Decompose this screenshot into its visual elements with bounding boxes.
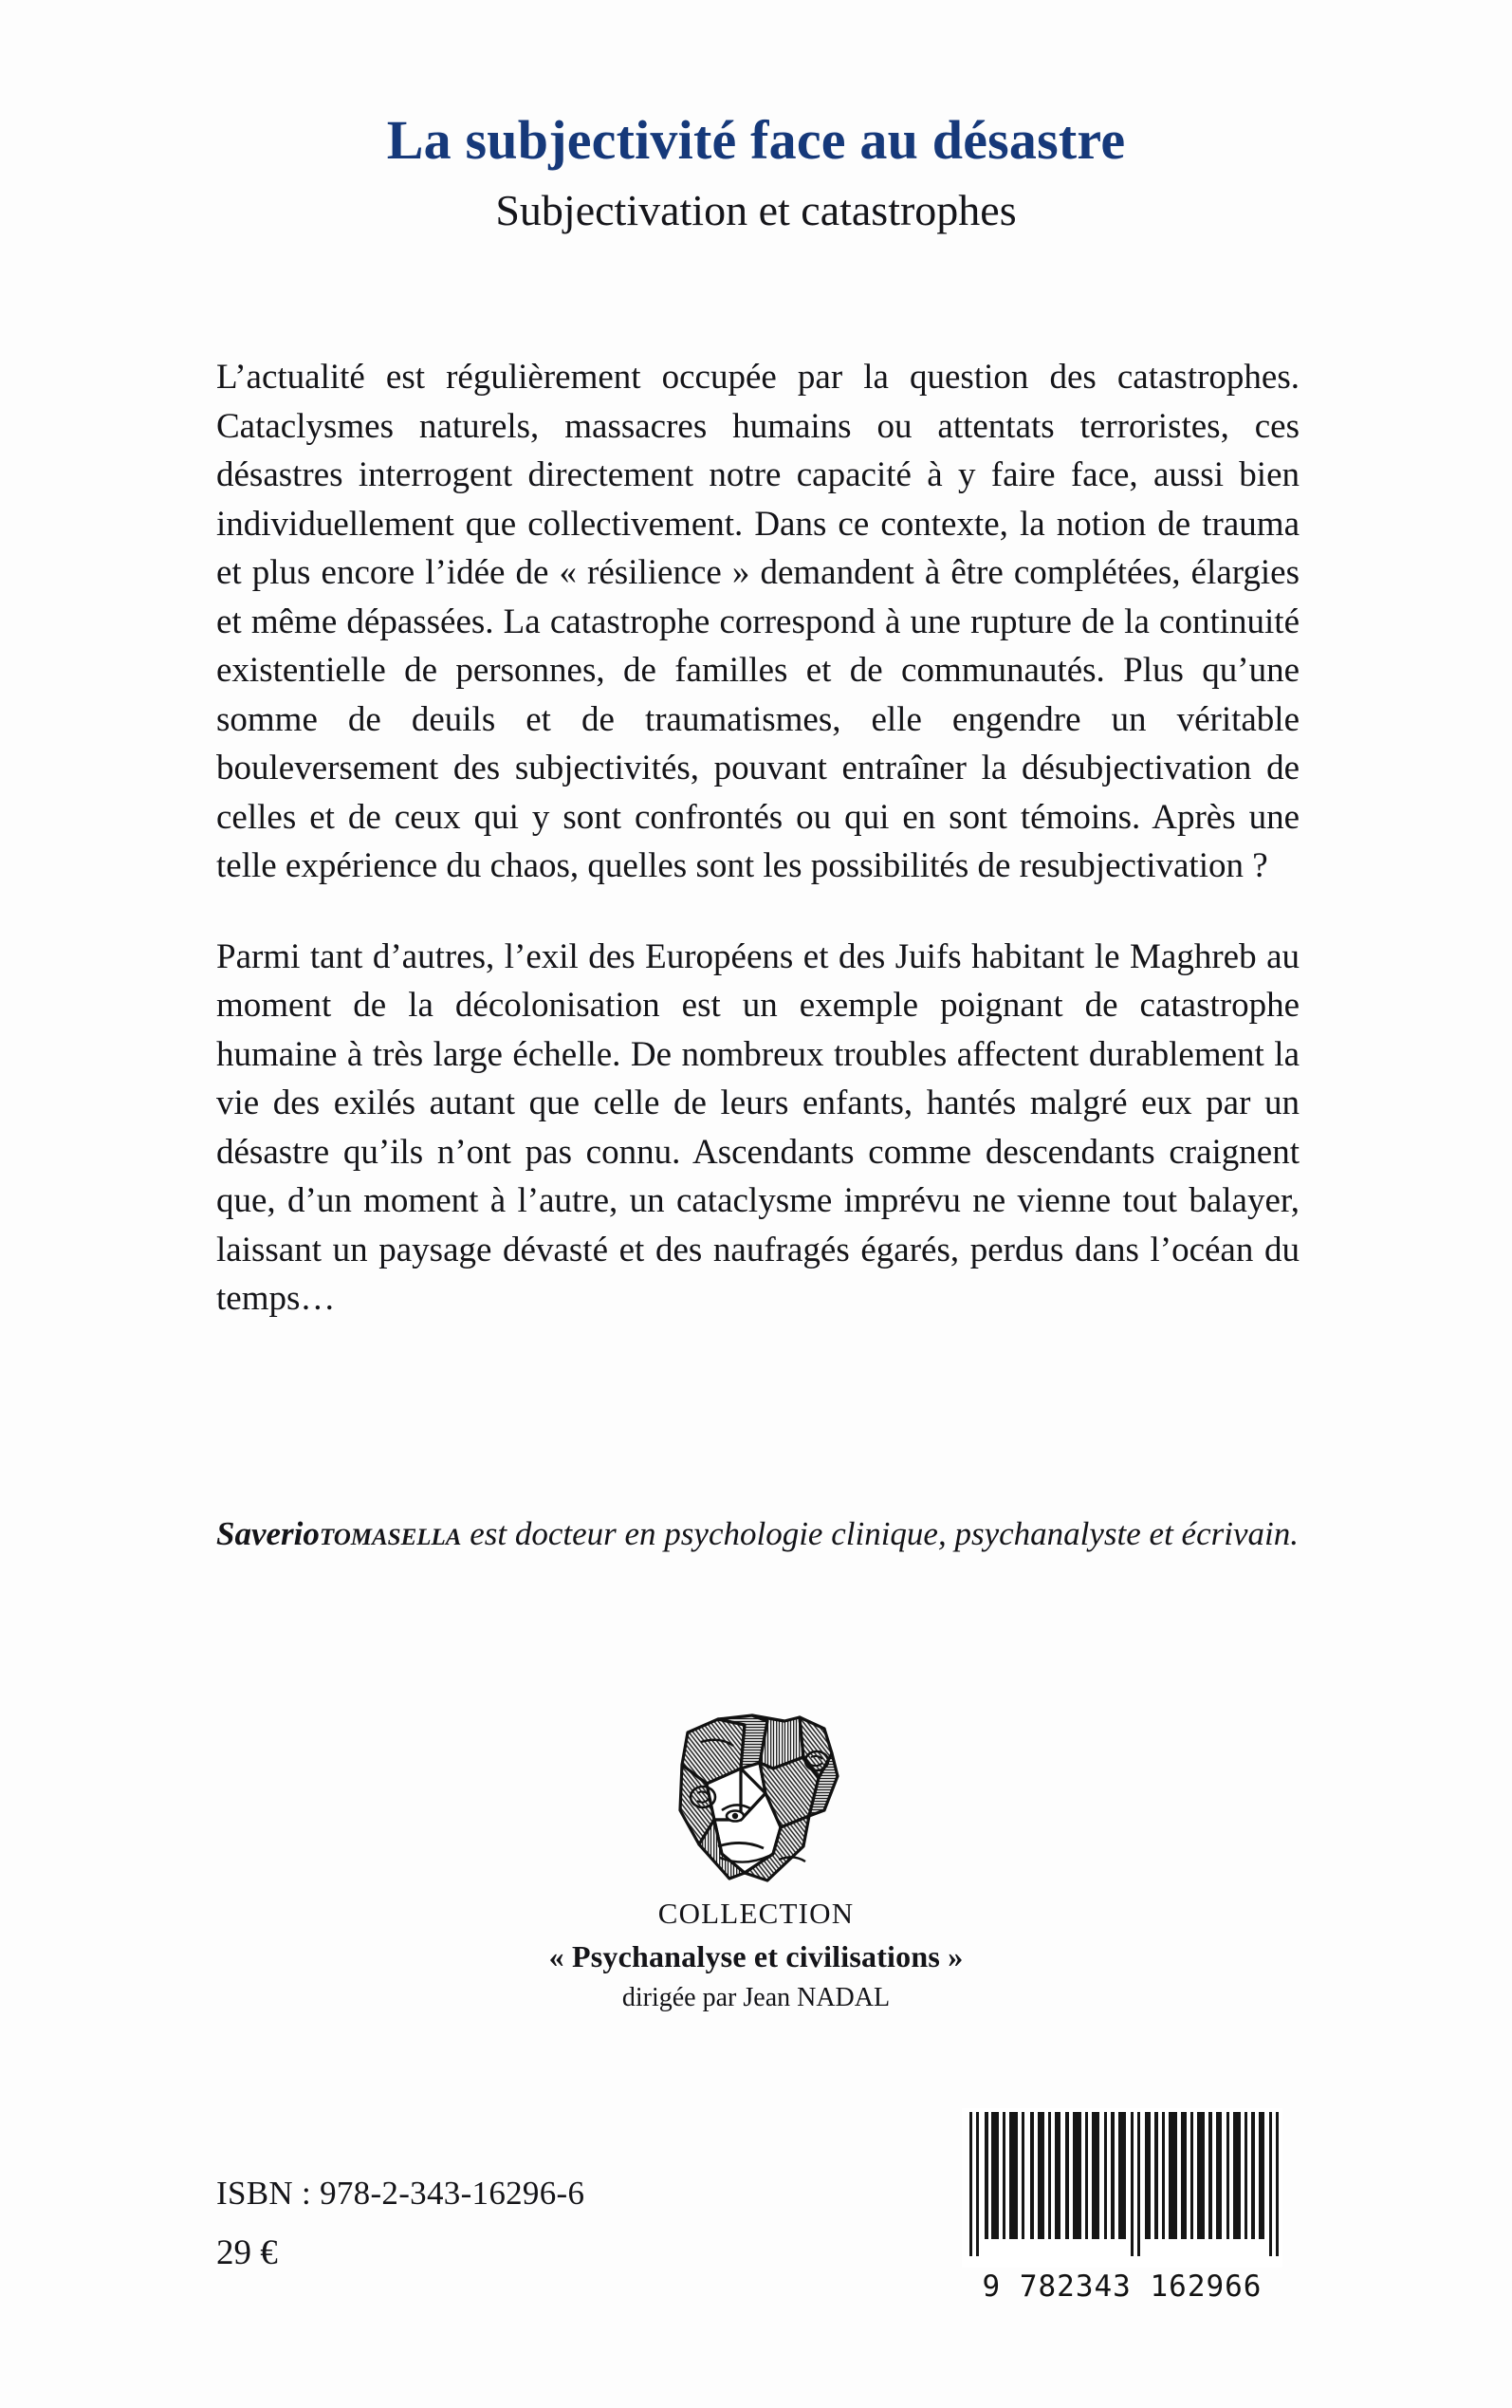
page-subtitle: Subjectivation et catastrophes [495, 185, 1017, 234]
author-bio-text: est docteur en psychologie clinique, psychanalyste et écrivain. [461, 1515, 1299, 1552]
price-text: 29 € [216, 2233, 278, 2273]
barcode-digits: 9 782343 162966 [982, 2269, 1263, 2304]
author-last-name: tomasella [319, 1515, 462, 1552]
author-first-name: Saverio [216, 1515, 320, 1552]
collection-block [0, 1896, 1512, 2015]
footer-identifiers [216, 2175, 584, 2274]
barcode-icon [962, 2108, 1282, 2268]
isbn-text: ISBN : 978-2-343-16296-6 [216, 2175, 585, 2212]
blurb-text [216, 353, 1300, 1324]
blurb-paragraph-1: L’actualité est régulièrement occupée par la question des catastrophes. Cataclysmes naturels, massacres humains ou attentats terroristes, ces désastres interrogent directement notre capacité à y faire face, aussi bien individuellement que collectivement. Dans ce contexte, la notion de trauma et plus encore l’idée de « résilience » demandent à être complétées, élargies et même dépassées. La catastrophe correspond à une rupture de la continuité existentielle de personnes, de familles et de communautés. Plus qu’une somme de deuils et de traumatismes, elle engendre un véritable bouleversement des subjectivités, pouvant entraîner la désubjectivation de celles et de ceux qui y sont confrontés ou qui en sont témoins. Après une telle expérience du chaos, quelles sont les possibilités de resubjectivation ? [216, 358, 1300, 885]
blurb-paragraph-2: Parmi tant d’autres, l’exil des Européens et des Juifs habitant le Maghreb au moment de la décolonisation est un exemple poignant de catastrophe humaine à très large échelle. De nombreux troubles affectent durablement la vie des exilés autant que celle de leurs enfants, hantés malgré eux par un désastre qu’ils n’ont pas connu. Ascendants comme descendants craignent que, d’un moment à l’autre, un cataclysme imprévu ne vienne tout balayer, laissant un paysage dévasté et des naufragés égarés, perdus dans l’océan du temps… [216, 936, 1300, 1318]
barcode [962, 2108, 1282, 2304]
collection-name: « Psychanalyse et civilisations » [548, 1938, 964, 1973]
author-bio [216, 1510, 1300, 1558]
collection-director: dirigée par Jean NADAL [621, 1982, 891, 2012]
collection-label: COLLECTION [657, 1897, 855, 1930]
page-title: La subjectivité face au désastre [386, 109, 1126, 171]
publisher-logo-wrap [0, 1677, 1512, 1888]
harmattan-face-logo-icon [661, 1677, 851, 1888]
title-block [0, 109, 1512, 234]
